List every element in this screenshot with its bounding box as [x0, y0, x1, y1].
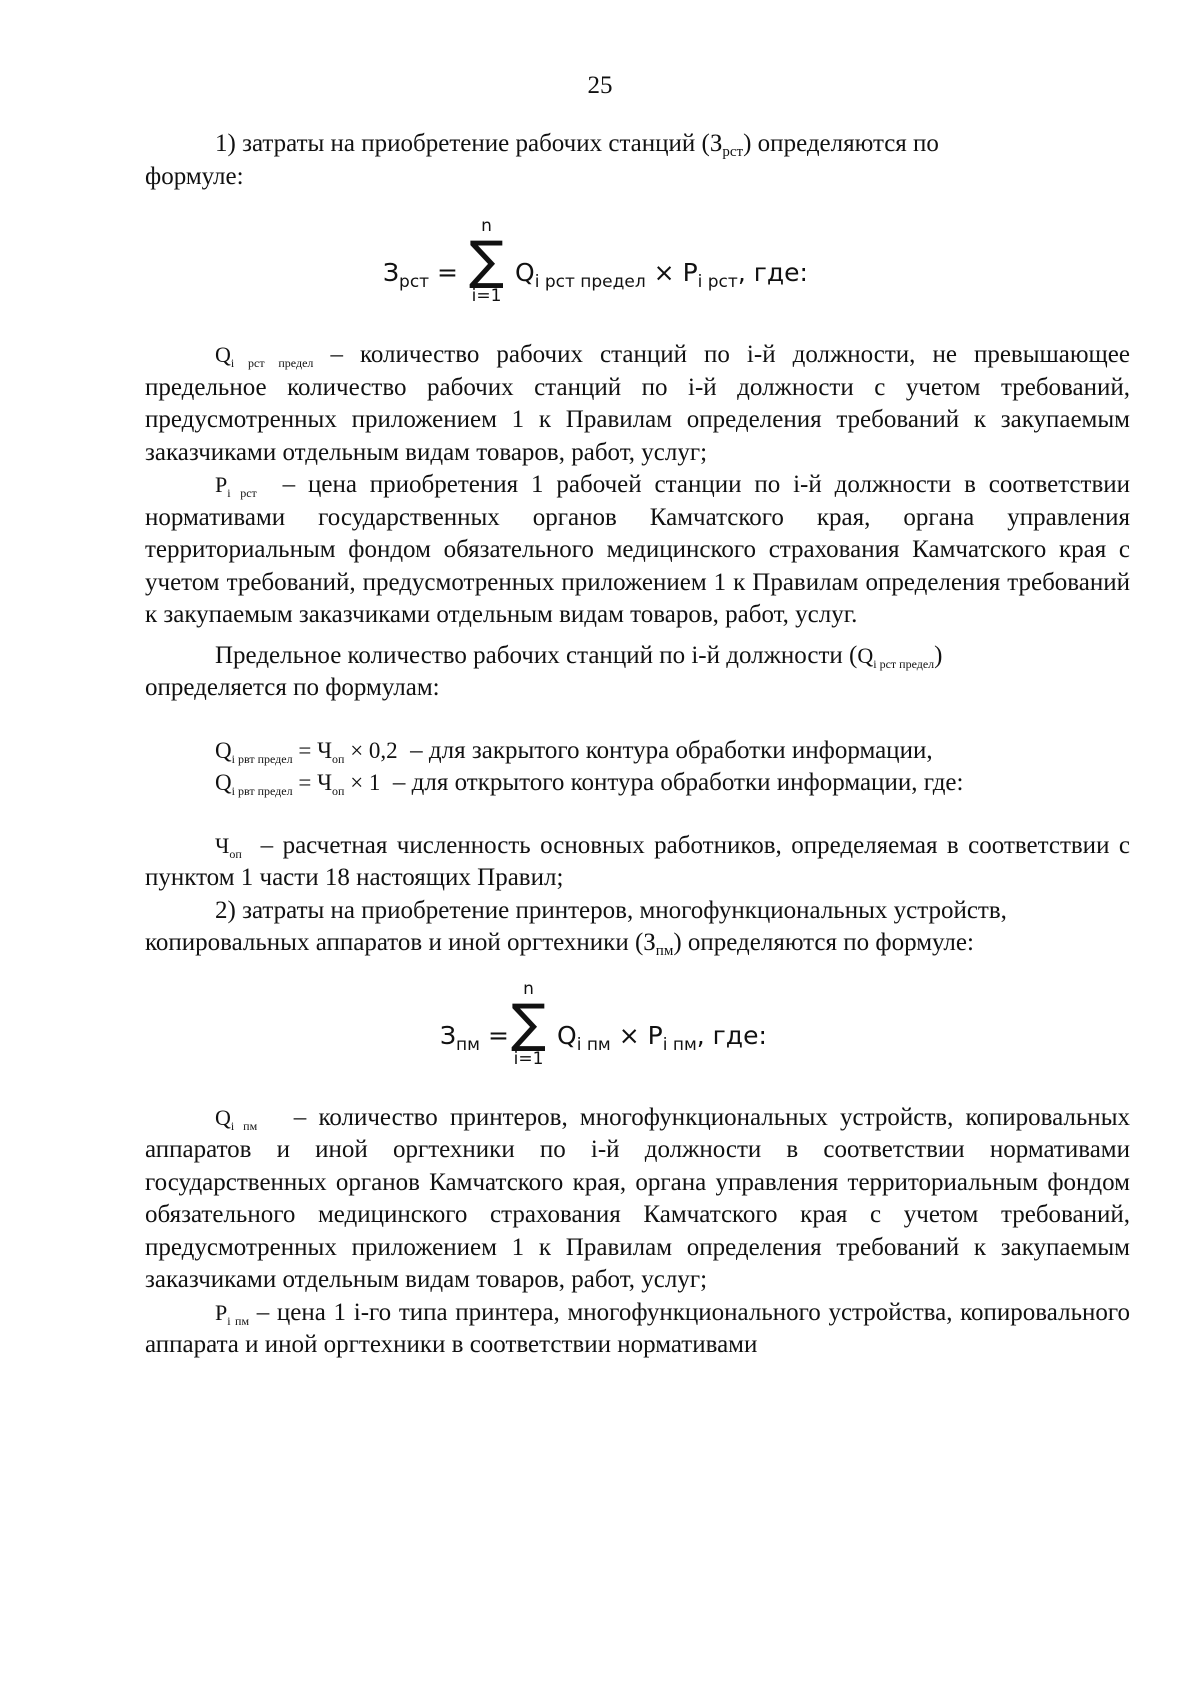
formula-open-contour	[145, 767, 1130, 800]
formula-eq: =	[487, 1020, 509, 1050]
symbol: P	[215, 472, 228, 497]
formula-printers	[145, 978, 1130, 1088]
definition-text: – цена приобретения 1 рабочей станции по i-й должности в соответствии нормативами государственных органов Камчатского края, органа управления территориальным фондом обязательного медицинского страхования Камчатского края с учетом требований, предусмотренных приложением 1 к Правилам определения требований к закупаемым заказчиками отдельным видам товаров, работ, услуг.	[145, 471, 1131, 628]
formula-mult: × 0,2	[350, 737, 398, 763]
symbol: Q	[215, 1104, 231, 1130]
text: ) определяются по	[743, 130, 939, 157]
definition-q-workstations	[145, 339, 1130, 469]
formula-eq: = Ч	[298, 770, 333, 795]
symbol-sub: оп	[332, 751, 345, 766]
formula-tail: , где:	[737, 258, 808, 287]
paragraph-limit	[145, 640, 1130, 705]
symbol: Q	[215, 342, 231, 367]
sum-operator	[511, 980, 546, 1068]
formula-times: ×	[653, 258, 675, 287]
formula-eq: = Ч	[298, 737, 333, 763]
symbol-sub: i рст	[227, 486, 257, 500]
text: 2) затраты на приобретение принтеров, многофункциональных устройств,	[215, 896, 1007, 924]
sum-upper-limit: n	[481, 216, 492, 236]
formula-q: Q	[515, 258, 535, 287]
formula-mult: × 1	[350, 770, 381, 795]
definition-text: – расчетная численность основных работников, определяемая в соответствии с пунктом 1 части 18 настоящих Правил;	[145, 831, 1130, 891]
text: определяется по формулам:	[145, 674, 440, 701]
sum-operator	[469, 217, 504, 305]
symbol: Q	[857, 642, 874, 668]
definition-text: – цена 1 i-го типа принтера, многофункционального устройства, копировального аппарата и иной оргтехники в соответствии нормативами	[145, 1298, 1130, 1358]
definition-ch	[145, 830, 1130, 895]
symbol-sub: i рст предел	[230, 356, 314, 370]
symbol: Q	[215, 770, 232, 795]
text: копировальных аппаратов и иной оргтехники (З	[145, 929, 656, 956]
sum-lower-limit: i=1	[513, 1048, 544, 1069]
text: 1) затраты на приобретение рабочих станций (З	[215, 130, 723, 157]
formula-lhs-sub: пм	[456, 1034, 480, 1055]
sigma-icon: ∑	[511, 993, 547, 1054]
sum-upper-limit: n	[523, 978, 534, 999]
paragraph-workstations-intro	[145, 128, 1130, 193]
formula-p: P	[682, 258, 698, 287]
text: ) определяются по формуле:	[673, 929, 974, 956]
formula-lhs: З	[383, 258, 400, 287]
paragraph-printers-intro	[145, 895, 1130, 960]
formula-q: Q	[557, 1020, 577, 1050]
text: )	[934, 641, 943, 669]
definition-p-printers	[145, 1297, 1130, 1362]
formula-q-sub: i рст предел	[534, 272, 646, 292]
formula-eq: =	[437, 258, 458, 287]
text: Предельное количество рабочих станций по i-й должности (	[215, 641, 858, 669]
document-body	[145, 128, 1130, 1362]
sigma-icon: ∑	[469, 231, 505, 291]
symbol-sub: оп	[229, 846, 242, 861]
formula-lhs-sub: рст	[399, 272, 430, 292]
formula-tail: , где:	[696, 1020, 767, 1050]
sum-lower-limit: i=1	[471, 286, 502, 306]
formula-p-sub: i пм	[662, 1034, 697, 1055]
symbol: P	[215, 1299, 228, 1325]
text: формуле:	[145, 162, 244, 190]
formula-p: P	[647, 1020, 663, 1050]
formula-closed-contour	[145, 735, 1130, 768]
symbol: Q	[215, 737, 232, 763]
symbol-sub: i рвт предел	[231, 784, 293, 798]
subscript: рст	[722, 144, 744, 160]
definition-p-workstations	[145, 469, 1130, 632]
formula-lhs: З	[440, 1020, 457, 1050]
symbol-sub: i рст предел	[873, 656, 935, 671]
text: – для открытого контура обработки информации, где:	[392, 769, 964, 796]
symbol-sub: i рвт предел	[231, 751, 293, 766]
formula-p-sub: i рст	[697, 272, 738, 292]
definition-text: – количество принтеров, многофункциональных устройств, копировальных аппаратов и иной оргтехники по i-й должности в соответствии нормативами государственных органов Камчатского края, органа управления территориальным фондом обязательного медицинского страхования Камчатского края с учетом требований, предусмотренных приложением 1 к Правилам определения требований к закупаемым заказчиками отдельным видам товаров, работ, услуг;	[145, 1103, 1130, 1293]
subscript: пм	[655, 943, 674, 959]
formula-q-sub: i пм	[576, 1034, 611, 1055]
symbol-sub: i пм	[230, 1118, 258, 1133]
symbol: Ч	[215, 832, 230, 858]
symbol-sub: i пм	[227, 1313, 250, 1328]
definition-text: – количество рабочих станций по i-й должности, не превышающее предельное количество рабочих станций по i-й должности с учетом требований, предусмотренных приложением 1 к Правилам определения требований к закупаемым заказчиками отдельным видам товаров, работ, услуг;	[145, 341, 1131, 466]
symbol-sub: оп	[332, 784, 345, 798]
formula-workstations	[145, 215, 1130, 325]
text: – для закрытого контура обработки информации,	[410, 736, 933, 764]
definition-q-printers	[145, 1102, 1130, 1297]
page-number: 25	[587, 72, 613, 99]
formula-times: ×	[618, 1020, 640, 1050]
